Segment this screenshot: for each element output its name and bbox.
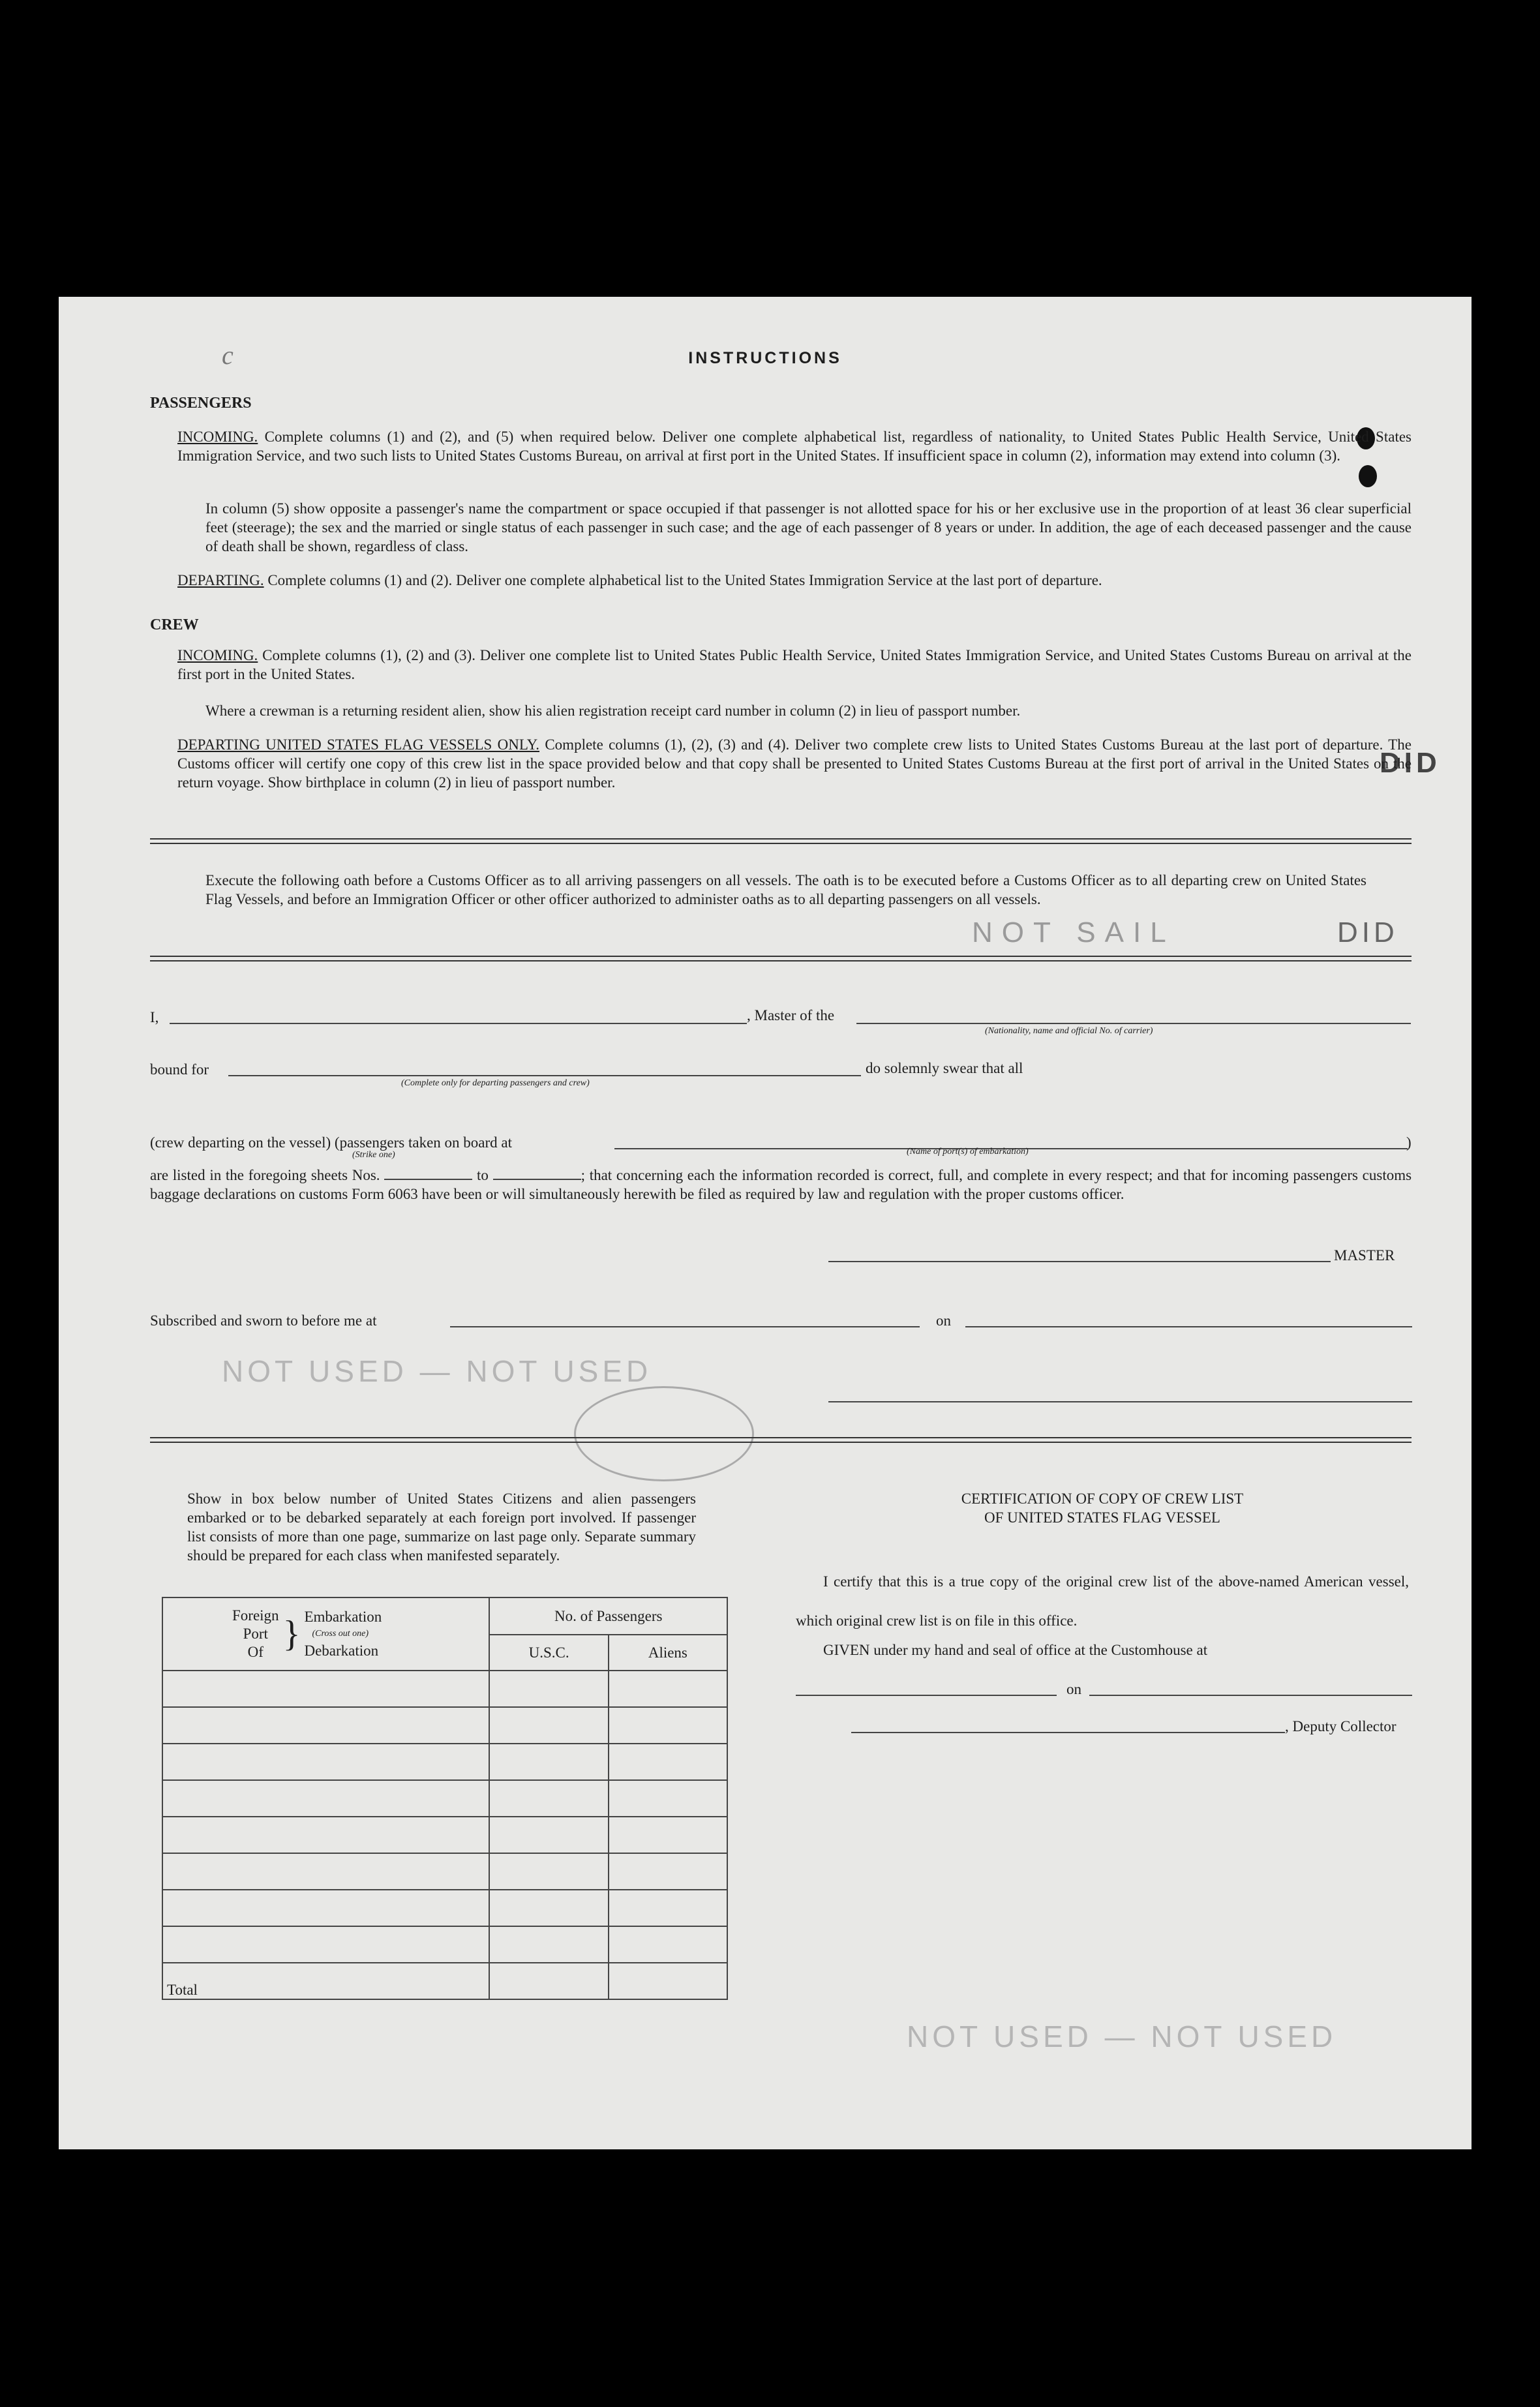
port-cell[interactable] bbox=[162, 1780, 489, 1817]
bleed-through-not-used-mark-2: NOT USED — NOT USED bbox=[907, 2020, 1337, 2053]
bleed-through-not-used-mark: NOT USED — NOT USED bbox=[222, 1354, 652, 1388]
aliens-cell[interactable] bbox=[609, 1817, 727, 1853]
port-cell[interactable] bbox=[162, 1853, 489, 1890]
port-cell[interactable] bbox=[162, 1744, 489, 1780]
master-name-field[interactable] bbox=[170, 1023, 747, 1024]
aliens-cell[interactable] bbox=[609, 1853, 727, 1890]
aliens-total-cell[interactable] bbox=[609, 1963, 727, 1999]
carrier-caption: (Nationality, name and official No. of carrier) bbox=[985, 1026, 1153, 1036]
brace-mark: } bbox=[282, 1614, 301, 1654]
crew-departing-paragraph bbox=[177, 735, 1412, 792]
master-signature-field[interactable] bbox=[828, 1261, 1331, 1262]
crew-incoming-label: INCOMING. bbox=[177, 647, 258, 663]
certification-given: GIVEN under my hand and seal of office at the Customhouse at bbox=[823, 1642, 1208, 1658]
certification-text: I certify that this is a true copy of the original crew list of the above-named American vessel, which original crew list is on file in this office. bbox=[796, 1573, 1409, 1629]
usc-total-cell[interactable] bbox=[489, 1963, 608, 1999]
port-cell[interactable] bbox=[162, 1926, 489, 1963]
section-divider bbox=[150, 1437, 1412, 1443]
oath-master-of-label: , Master of the bbox=[747, 1007, 835, 1023]
usc-cell[interactable] bbox=[489, 1707, 608, 1744]
certification-on-label: on bbox=[1066, 1681, 1081, 1697]
deputy-collector-label: , Deputy Collector bbox=[1285, 1718, 1397, 1734]
oath-swear-text: do solemnly swear that all bbox=[866, 1060, 1023, 1076]
aliens-cell[interactable] bbox=[609, 1671, 727, 1707]
certification-title-2: OF UNITED STATES FLAG VESSEL bbox=[984, 1509, 1220, 1526]
crew-incoming-text: Complete columns (1), (2) and (3). Deliver one complete list to United States Public Health Service, United States Immigration Service, and United States Customs Bureau on arrival at the first port in the United States. bbox=[177, 647, 1412, 682]
port-cell[interactable] bbox=[162, 1671, 489, 1707]
usc-cell[interactable] bbox=[489, 1853, 608, 1890]
crew-heading: CREW bbox=[150, 616, 199, 633]
oath-listed-b: ; that concerning each the information recorded is correct, full, and complete in every respect; bbox=[581, 1167, 1153, 1183]
certification-title-1: CERTIFICATION OF COPY OF CREW LIST bbox=[961, 1491, 1244, 1507]
passengers-incoming-paragraph bbox=[177, 427, 1412, 465]
section-divider bbox=[150, 956, 1412, 961]
usc-cell[interactable] bbox=[489, 1817, 608, 1853]
oath-intro: Execute the following oath before a Customs Officer as to all arriving passengers on all vessels. The oath is to be executed before a Customs Officer as to all departing crew on United States Flag Vessels, and before an Immigration Officer or other officer authorized to administer oaths as to all departing passengers on all vessels. bbox=[205, 872, 1366, 907]
crew-incoming-paragraph bbox=[177, 646, 1412, 684]
punch-hole bbox=[1359, 465, 1377, 487]
aliens-cell[interactable] bbox=[609, 1780, 727, 1817]
oath-crew-departing-text: (crew departing on the vessel) (passengers taken on board at bbox=[150, 1134, 512, 1151]
passenger-summary-table bbox=[162, 1597, 728, 2000]
close-paren: ) bbox=[1406, 1134, 1412, 1151]
bound-for-field[interactable] bbox=[228, 1075, 861, 1076]
sheet-to-field[interactable] bbox=[493, 1179, 581, 1180]
oath-listed-c: and that for incoming passengers customs baggage declarations on customs Form 6063 have been or will simultaneously herewith be filed as required by law and regulation with the proper customs officer. bbox=[150, 1167, 1412, 1202]
sworn-date-field[interactable] bbox=[965, 1326, 1412, 1327]
col-debark: Debarkation bbox=[304, 1643, 379, 1659]
faint-circular-seal bbox=[574, 1386, 754, 1481]
subscribed-label: Subscribed and sworn to before me at bbox=[150, 1312, 377, 1329]
total-label: Total bbox=[162, 1963, 489, 1999]
usc-cell[interactable] bbox=[489, 1926, 608, 1963]
aliens-cell[interactable] bbox=[609, 1890, 727, 1926]
customhouse-field[interactable] bbox=[796, 1695, 1057, 1696]
port-header-cell bbox=[162, 1597, 489, 1671]
aliens-cell[interactable] bbox=[609, 1926, 727, 1963]
aliens-cell[interactable] bbox=[609, 1707, 727, 1744]
usc-cell[interactable] bbox=[489, 1671, 608, 1707]
col-port-c: Of bbox=[247, 1644, 264, 1660]
col-port-a: Foreign bbox=[232, 1607, 279, 1624]
col-usc: U.S.C. bbox=[489, 1635, 608, 1671]
deputy-collector-signature-field[interactable] bbox=[851, 1732, 1285, 1733]
sworn-on-label: on bbox=[936, 1312, 951, 1329]
section-divider bbox=[150, 838, 1412, 844]
oath-bound-for-label: bound for bbox=[150, 1061, 209, 1078]
summary-instructions: Show in box below number of United States Citizens and alien passengers embarked or to be debarked separately at each foreign port involved. If passenger list consists of more than one page, summarize on last page only. Separate summary should be prepared for each class when manifested separately. bbox=[187, 1491, 696, 1564]
crew-departing-label: DEPARTING UNITED STATES FLAG VESSELS ONLY. bbox=[177, 736, 540, 753]
oath-listed-paragraph bbox=[150, 1166, 1412, 1204]
passengers-incoming-label: INCOMING. bbox=[177, 429, 258, 445]
col-port-b: Port bbox=[243, 1626, 268, 1642]
passengers-departing-text: Complete columns (1) and (2). Deliver one complete alphabetical list to the United States Immigration Service at the last port of departure. bbox=[267, 572, 1102, 588]
passengers-departing-label: DEPARTING. bbox=[177, 572, 264, 588]
bleed-through-did-mark: DID bbox=[1380, 747, 1441, 779]
passengers-incoming-text: Complete columns (1) and (2), and (5) when required below. Deliver one complete alphabetical list, regardless of nationality, to United States Public Health Service, United States Immigration Service, and two such lists to United States Customs Bureau, on arrival at first port in the United States. If insufficient space in column (2), information may extend into column (3). bbox=[177, 429, 1412, 464]
carrier-field[interactable] bbox=[856, 1023, 1411, 1024]
usc-cell[interactable] bbox=[489, 1744, 608, 1780]
crew-departing-text: Complete columns (1), (2), (3) and (4). Deliver two complete crew lists to United States Customs Bureau at the last port of departure. The Customs officer will certify one copy of this crew list in the space provided below and that copy shall be presented to United States Customs Bureau at the first port of arrival in the United States on the return voyage. Show birthplace in column (2) in lieu of passport number. bbox=[177, 736, 1412, 791]
bleed-through-did-mark-2: DID bbox=[1337, 916, 1398, 948]
officer-signature-field[interactable] bbox=[828, 1401, 1412, 1402]
aliens-cell[interactable] bbox=[609, 1744, 727, 1780]
port-cell[interactable] bbox=[162, 1707, 489, 1744]
corner-mark: c bbox=[222, 341, 234, 370]
certification-date-field[interactable] bbox=[1089, 1695, 1412, 1696]
port-cell[interactable] bbox=[162, 1817, 489, 1853]
page-title: INSTRUCTIONS bbox=[688, 349, 842, 367]
sheet-from-field[interactable] bbox=[384, 1179, 472, 1180]
col-passengers: No. of Passengers bbox=[489, 1597, 727, 1635]
master-label: MASTER bbox=[1334, 1247, 1395, 1264]
passengers-departing-paragraph bbox=[177, 571, 1412, 590]
bound-for-caption: (Complete only for departing passengers and crew) bbox=[401, 1078, 590, 1088]
bleed-through-not-sail-mark: NOT SAIL bbox=[972, 916, 1175, 948]
port-cell[interactable] bbox=[162, 1890, 489, 1926]
sworn-place-field[interactable] bbox=[450, 1326, 920, 1327]
col-aliens: Aliens bbox=[609, 1635, 727, 1671]
oath-listed-to: to bbox=[477, 1167, 489, 1183]
passengers-column5-text: In column (5) show opposite a passenger's name the compartment or space occupied if that passenger is not allotted space for his or her exclusive use in the proportion of at least 36 clear superficial feet (steerage); the sex and the married or single status of each passenger in such case; and the age of each passenger of 8 years or under. In addition, the age of each deceased passenger and the cause of death shall be shown, regardless of class. bbox=[205, 500, 1412, 554]
oath-listed-a: are listed in the foregoing sheets Nos. bbox=[150, 1167, 380, 1183]
usc-cell[interactable] bbox=[489, 1890, 608, 1926]
usc-cell[interactable] bbox=[489, 1780, 608, 1817]
col-cross: (Cross out one) bbox=[312, 1629, 369, 1639]
strike-one-caption: (Strike one) bbox=[352, 1150, 395, 1160]
embarkation-caption: (Name of port(s) of embarkation) bbox=[907, 1147, 1029, 1157]
col-embark: Embarkation bbox=[304, 1609, 382, 1625]
crew-resident-text: Where a crewman is a returning resident alien, show his alien registration receipt card number in column (2) in lieu of passport number. bbox=[205, 703, 1021, 719]
form-sheet bbox=[59, 297, 1472, 2149]
oath-i-label: I, bbox=[150, 1009, 159, 1025]
passengers-heading: PASSENGERS bbox=[150, 395, 252, 412]
